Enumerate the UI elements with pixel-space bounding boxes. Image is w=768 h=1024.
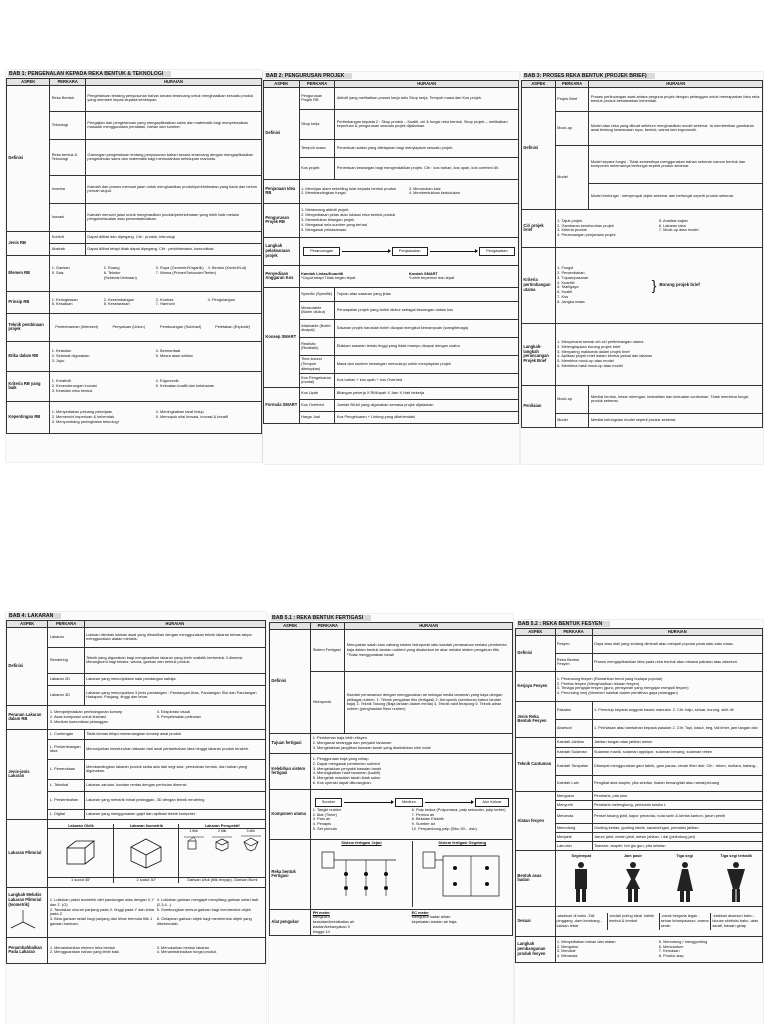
table-row: Rendering Teknik yang digunakan bagi menghasilkan lakaran yang lebih realistik berbentuk 3 dimensi. Merangkumi bagi tekstur, warna, garisan dan bentuk produk.: [7, 647, 266, 673]
hourglass-body-icon: [622, 861, 644, 903]
table-row: Teknik Cantuman Kaedah Jahitan Jahitan tangan atau jahitan mesin: [516, 737, 763, 747]
sesuai-list: -aksesori di bahu -Tali pinggang -dam kembang -lukisan lebar -kedah puting ideal -fabrik lembut & lembut -corak bergaris tegak -seluar lebar/palazzo -warna cerah -elakkan aksesori bahu -blouse skirt/sisi bahu -atas sarati, bawah gelap: [556, 913, 762, 929]
table-row: Model Menilai kefungsian model seperti produk sebenar.: [522, 413, 763, 427]
table-row: Lakaran Piktorial Lakaran Oblik Lakaran Isometrik Lakaran Perspektif 1 titik 2 titik 3 titik 1 sudut 45° 2 sudut 30° Garisan Ufuk (titik lenyap), Garisan Bumi: [7, 819, 266, 887]
table-row: L. Teknikal Lakaran zaruian, koratan rentas dengan perincian dimensi: [7, 779, 266, 791]
table-row: Menanda Pensel tukang jahit, kapur penanda, roda surih & kertas karbon, jarum peniti: [516, 809, 763, 823]
table-row: Skop kerja Pertimbangan kepada 2 : Skop produk – Kualiti, ciri & fungsi reka bentuk. Skop projek – melibatkan keperluan & pengurusan sesuatu projek dijalankan.: [264, 109, 519, 139]
table-row: Ciri projek brief 1. Tajuk projek 5. Analisis bajian 2. Gambaran keseluruhan projek 6. Lakaran idea 3. Kriteria produk 7. Mock-up atau model 4. Perancangan penjanaan projek: [522, 209, 763, 247]
triangle-body-icon: [674, 861, 696, 903]
elemen-list: 1. Garisan 2. Ruang 3. Rupa (Geometri/Organik) 4. Bentuk (Konkrit/Lut) 5. Saiz 6. Tekstur (Sebenar/Jelmaan) 7. Warna (Primer/Sekunder/Tertier): [51, 265, 247, 280]
inverted-triangle-body-icon: [725, 861, 747, 903]
oblique-cube-figure: [48, 838, 113, 868]
table-row: Definisi Lakaran Lukisan diimbas lukisan awal yang dihasilkan dengan menggunakan teknik lakaran bebas tanpa menggunakan alatan melukis.: [7, 627, 266, 647]
table-row: Definisi Sistem Fertigasi Merupakan salah satu cabang sistem hidroponik iaitu kaedah penanaman melalui pemberian baja dalam bentuk larutan nutrient yang disalurkan ke akar melalui sistem pengairan titis. *Tidak menggunakan tanah: [270, 629, 513, 671]
anggaran-list: Kaedah Lintas/Kuantiti Kaedah SMART *Caput tetapi Tidak begitu tepat *Lebih terperinci dan tepat: [301, 270, 455, 281]
table-row: Menyurih Pembaris melengkung, pembaris sesiku L: [516, 800, 763, 809]
table-row: Kepentingan RB 1. Menyediakan peluang pekerjaan 4. Meningkatkan taraf hidup 2. Memenuhi keperluan & kehendak 5. Memupuk nilai inovasi, inovasi & kreatif 3. Menyumbang peningkatan teknologi: [7, 401, 262, 433]
table-row: L. Persembahan Lakaran yang menarik minat pelanggan, 3D dengan teknik rendering: [7, 791, 266, 809]
table-row: Teknik pembinaan projek Pembenaman (Intersect) Penyatuan (Union) Pembuangan (Subtract) Peletakan (Explode): [7, 313, 262, 341]
table-row: Kaedah Lain Pengikat atas stapler, pita selofan, ikatan benang/tali atau rantai/peluang: [516, 775, 763, 791]
penjanaan-list: 1. Meninjau alam sekeliling tular kepada bentuk produk 3. Menurukan saiz 2. Membandingkan fungsi 4. Membentukkan kedudukan: [301, 185, 460, 196]
isometric-cube-figure: [113, 829, 178, 877]
sheet-bab5-1: [269, 614, 513, 1024]
table-header: ASPEK PERKARA HURAIAN: [264, 81, 519, 88]
sheet-title: BAB 4: LAKARAN: [6, 612, 266, 620]
table-row: Model berfungsi : menyerupai objek sebenar dan berfungsi seperti produk sebenar.: [522, 183, 763, 209]
brace-icon: }: [651, 277, 657, 294]
table-row: Abstrak Dapat dilihat tetapi tidak dapat dipegang. Cth : perkhidmatan, komunikasi: [7, 243, 262, 255]
body-shape-figures: [556, 859, 762, 903]
table-row: Jenis-jenis Lakaran L. Contengan Tidak kemas tetapi memenangkan konsep awal produk: [7, 729, 266, 739]
sheet-bab1: [6, 70, 262, 462]
table-row: L. Perkembangan Idea Menunjukkan keseluruhan lakaran dari awal pertambahan idea hingga lakaran produk terakhir.: [7, 739, 266, 759]
sheet-title: BAB 3: PROSES REKA BENTUK (PROJEK BRIEF): [521, 72, 763, 80]
table-row: Menjahit Jarum jahit, mesin jahit, mesin jahitan, i dal (pelindung jari): [516, 832, 763, 841]
isometrik-list: 1. Lukiskan paksi isometrik diet pandangan atas dengan X,Y dan Z. (O) 4. Lukiskan garisan mengapit menyifang garisan selari tadi. (2,3,4...) 2. Tandakan ukuran panjang pada X, tinggi pada Y dan lebar pada Z. 5. Sambungkan semua garisan bagi membentuk objek. 3. Bina garisan selari bagi panjang dan lebar bermula titik 1 garisan bantuan. 6. Gelapkan garisan objek bagi membentuk objek yang dikehendaki.: [49, 897, 260, 927]
table-row: Kaedah Sulaman Sulaman manik, sulaman applique, sulaman benang, sulaman reben: [516, 747, 763, 757]
table-row: Kriteria RB yang baik 1. Kreativiti 4. Ergonomik 2. Kecenderungan inovasi 5. Kekuatan kualiti dan ketahanan 3. Keaslian reka bentuk: [7, 371, 262, 401]
arrow-right-icon: [344, 802, 393, 803]
teknik-list: Pembenaman (Intersect) Penyatuan (Union) Pembuangan (Subtract) Peletakan (Explode): [55, 324, 251, 330]
table-row: Kriteria pertimbangan utama 1. Fungsi 2. Penambahan 3. Tujuan/pasaran 4. Kuantiti 5. Stail/gaya 6. Kualiti 7. Kos 8. Jangka masa } Borang projek brief: [522, 247, 763, 323]
table-row: Kos projek Penentuan kewangan bagi mengendalikan projek. Cth : kos bahan, kos upah, kos overhed dll.: [264, 157, 519, 179]
table-row: Kos Pengeluaran (modal) Kos bahan + kos upah + kos Overhed: [264, 373, 519, 387]
table-row: Penilaian Mock-up Menilai bentuk, besar mbengan, kestabilan dan kekuatan contiuman. Tidak membina fungsi produk sebenar.: [522, 385, 763, 413]
notes-table: [263, 80, 519, 424]
table-row: Lakaran 3D Lakaran yang menunjukkan 3 jenis pandangan : Pandangan Atas, Pandangan Sisi dan Pandangan Hadapan. Panjang, tinggi dan lebar.: [7, 685, 266, 705]
table-row: Kos Overhed Jumlah Bil-bil yang digunakan semasa projek dijalankan: [264, 399, 519, 411]
table-header: ASPEK PERKARA HURAIAN: [270, 623, 513, 630]
table-header: ASPEK PERKARA HURAIAN: [516, 629, 763, 636]
table-row: Tujuan fertigasi 1. Pemberian baja lebih efisyen 2. Mengawal serangga dan penyakit tanaman 3. Mengelakkan jangkitan bawaan tanah yang disebabkan oleh kulat: [270, 733, 513, 753]
table-row: Definisi Projek Brief Proses perlincangan awal antara perguna projek dengan pelanggan untuk memaparkan idea reka bentuk produk berdasarkan kehendak.: [522, 87, 763, 111]
sheet-title: BAB 5.1 : REKA BENTUK FERTIGASI: [269, 614, 513, 622]
sheet-bab2: [263, 72, 519, 464]
arrow-right-icon: [425, 802, 474, 803]
table-header: ASPEK PERKARA HURAIAN: [522, 81, 763, 88]
notes-table: [6, 620, 266, 964]
table-row: Mock-up Model atau reka yang dibuat sebelum menghasilkan model sebenar. Ia memberikan gambaran awal tentang kesesuaian rupa, bentuk, warna dan ergonomik.: [522, 111, 763, 145]
table-row: Jenis RB Konkrit Dapat dilihat dan dipegang. Cth : produk, teknologi: [7, 231, 262, 243]
notes-table: [6, 78, 262, 434]
table-row: Elemen RB 1. Garisan 2. Ruang 3. Rupa (Geometri/Organik) 4. Bentuk (Konkrit/Lut) 5. Saiz 6. Tekstur (Sebenar/Jelmaan) 7. Warna (Primer/Sekunder/Tertier): [7, 255, 262, 291]
table-row: Definisi Pengurusan Projek RB Aktiviti yang melibatkan proses kerja iaitu Skop kerja, Tempoh masa dan Kos projek.: [264, 87, 519, 109]
table-row: Attainable (Boleh dicapai) Sasaran projek haruslah boleh dicapai mengikut kemampuan (wang/tenaga): [264, 319, 519, 337]
table-row: Reka Bentuk Fesyen Proses mengaplikasikan idea pada reka bentuk atau mbawa pakaian atau aksesori.: [516, 653, 763, 671]
peranan-list: 1. Memperjelaskan pembangunan konsep 4. Eksplorasi visual 2. Asas komposisi untuk ilustrasi 5. Penyelesaian peiincian 3. Medium komunikasi pelanggan: [49, 709, 201, 724]
kepentingan-list: 1. Menyediakan peluang pekerjaan 4. Meningkatkan taraf hidup 2. Memenuhi keperluan & kehendak 5. Memupuk nilai inovasi, inovasi & kreatif 3. Menyumbang peningkatan teknologi: [51, 409, 228, 424]
table-row: Peranan Lakaran dalam RB 1. Memperjelaskan pembangunan konsep 4. Eksplorasi visual 2. Asas komposisi untuk ilustrasi 5. Penyelesaian peiincian 3. Medium komunikasi pelanggan: [7, 705, 266, 729]
table-row: Formula SMART Kos Upah Bilangan pekerja X RM/upah X Jam X Hari bekerja: [264, 387, 519, 399]
arrow-right-icon: [342, 251, 390, 252]
notes-table: [269, 622, 513, 936]
table-row: Pengurusan Projek RB 1. Merancang aktiviti projek 2. Menyediakan pelan atau lukisan reka bentuk produk 3. Menentukan bilangan projek 4. Mengawal sela sumber yang terhad 5. Mengawal pelaksanaan.: [264, 203, 519, 237]
table-row: Penyediaan Anggaran Kos Kaedah Lintas/Kuantiti Kaedah SMART *Caput tetapi Tidak begitu tepat *Lebih terperinci dan tepat: [264, 265, 519, 287]
table-row: Kaedah Tampalan Ditampal menggunakan gam fabrik, gam panas, cecair fiber dsb. Cth : reben, mutiara, batang...: [516, 757, 763, 775]
sheet-title: BAB 1: PENGENALAN KEPADA REKA BENTUK & TEKNOLOGI: [6, 70, 262, 78]
table-row: Langkah pelaksanaan projek Perancangan Penjadualan Pengawalan: [264, 237, 519, 265]
prinsip-list: 1. Keringkasan 2. Keseimbangan 3. Kontras 4. Pengulangan 5. Kesatuan 6. Keselarasan 7. Harmoni: [51, 296, 235, 307]
table-row: Hidroponik Kaedah penanaman dengan menggunakan air sebagai media tanaman yang kaya dengan pelbagai nutrien. 1. Teknik pengairan titis (fertigasi) 2. Aeroponik (semburan kabus larutan baja) 3. Teknik Takung (Baja larutan dalam media) 4. Teknik rakit terapung 5. Teknik aliran nutrien (penghasilan filem nutrien): [270, 671, 513, 733]
table-header: ASPEK PERKARA HURAIAN: [7, 79, 262, 86]
table-row: Kerjaya Fesyen 1. Perancang fesyen (Rumahkan trend yang budaya popular) 2. Pereka fesyen (Menghasilkan rekaan fesyen) 3. Tenaga pengajar fesyen (guru, pensyarah yang mengajar menjadi fesyen) 4. Perunding imej (Memberi nasihat dalam pemilihan gaya pelanggan): [516, 671, 763, 701]
radial-system-figure: Sistem fertigasi Jejari: [311, 841, 411, 907]
table-row: Bentuk asas badan Segiempat Jam pasir Tiga segi Tiga segi terbalik: [516, 850, 763, 906]
penambahan-list: 1. Menambahkan elemen reka bentuk 3. Menukarkan bentuk lakaran 2. Mengguarakan bahan yang lebih baik 4. Menambahbaikan fungsi produk: [49, 944, 217, 955]
sheet-bab3: [521, 72, 763, 464]
table-row: Inventsi Kaedah dan proses mencari jalan untuk menghasilkan produk/perkhidmatan yang tiada dan belum pernah wujud.: [7, 175, 262, 203]
perspective-figures: [179, 834, 265, 852]
table-row: Harga Jual Kos Pengeluaran + Untung yang dikehendaki: [264, 411, 519, 423]
ring-system-figure: Sistem fertigasi Gegelang: [412, 841, 512, 907]
table-row: Prinsip RB 1. Keringkasan 2. Keseimbangan 3. Kontras 4. Pengulangan 5. Kesatuan 6. Keselarasan 7. Harmoni: [7, 291, 262, 313]
table-row: Definisi Reka Bentuk Pengetahuan tentang penyusunan bahan secara terancang untuk menghasilkan sesuatu produk yang memberi impak kepada kehidupan.: [7, 85, 262, 111]
langkah-flow: Perancangan Penjadualan Pengawalan: [301, 246, 517, 257]
table-row: Realistic (Realistik) Elakkan sasaran terlalu tinggi yang tidak mampu dicapai dengan usaha: [264, 337, 519, 355]
table-row: Kelebihan sistem fertigasi 1. Penggunaan baja yang cekap 2. Dapat mengawal pemberian nutrient 3. Mengelakkan penyakit bawaan tanah 4. Meningkatkan hasil tanaman (kualiti) 5. Mengelak masalah tanah tidak subur 6. Kos operasi dapat dikurangkan.: [270, 753, 513, 789]
table-row: Jenis Reka Bentuk Fesyen Pakaian 1. Pemutup kepada anggota badan manusia. 2. Cth: baju, seluar, kurung, skirt dll: [516, 701, 763, 719]
komponen-flow: Sumber Medium Alur Keluar: [313, 797, 511, 808]
table-row: L. Digital Lakaran yang menggunakan gajet dan aplikasi teknik komputer: [7, 809, 266, 819]
table-row: Penambahbaikan Pada Lakaran 1. Menambahkan elemen reka bentuk 3. Menukarkan bentuk lakaran 2. Mengguarakan bahan yang lebih baik 4. Menambahbaikan fungsi produk: [7, 937, 266, 963]
sheet-title: BAB 5.2 : REKA BENTUK FESYEN: [515, 620, 763, 628]
table-row: Alat pengukur PH meter Mengukur keasidan/keealkalian air larutan/kebanyakan 0 hingga 14 EC meter Mengukur kadar aliran kepekatan larutan air baja.: [270, 909, 513, 935]
table-row: L. Penerokaan Membandingkan lakaran produk sedia ada dari segi saiz, perubahan bentuk, dan bahan yang digunakan.: [7, 759, 266, 779]
ciri-list: 1. Tajuk projek 5. Analisis bajian 2. Gambaran keseluruhan projek 6. Lakaran idea 3. Kriteria produk 7. Mock-up atau model 4. Perancangan penjanaan projek: [557, 217, 699, 238]
sheet-bab4: [6, 612, 266, 1024]
table-row: Langkah-langkah perancangan Projek Brief 1. Menyenarai semak ciri-ciri pertimbangan utama 2. Melengkapkan borang projek brief 3. Menyaring maklumat dalam projek brief 4. Aplikasi projek brief dalam bentuk jadual dan lakaran 5. Membina mock-up atau model 6. Membina hasil mock-up atau model: [522, 323, 763, 385]
komponen-list: 1. Tangki nutrien 6. Paip kedua (Polyumana, paip sekunder, paip tertier) 2. Alat (Timer) 7. Pemicu air 3. Pam air 8. Bekalan Elektrik 4. Penapis 9. Sumber air 5. Set pemula 10. Penyambung paip (Siku 90... dsb): [312, 806, 506, 832]
kriteria-list: 1. Kreativiti 4. Ergonomik 2. Kecenderungan inovasi 5. Kekuatan kualiti dan ketahanan 3. Keaslian reka bentuk: [51, 378, 215, 393]
table-row: Time-bound (Tempoh ditetapkan) Masa dan sumber kewangan mencukupi untuk menyiapkan projek: [264, 355, 519, 373]
table-row: Etika dalam RB 1. Keaslian 4. Bermanfaat 2. Selamat digunakan 5. Mesra alam sekitar 3. Jujur: [7, 341, 262, 371]
langkah-list: 1. Menyediakan bahan dan alatan 5. Memotong / menggunting 2. Mengukur 6. Mencantum 3. Mendraf 7. Kemasan 4. Menanda 8. Produk siap: [556, 938, 708, 959]
arrow-right-icon: [430, 251, 478, 252]
table-row: Measurable (Boleh diukur) Pencapaian projek yang boleh diukur sebagai kewangan dalam kos: [264, 301, 519, 319]
table-row: Aksesori 1. Perhiasan atau tambahan kepada pakaian 2. Cth: Topi, kasut, beg, tali leher, jam tangan dsb: [516, 719, 763, 737]
table-row: Alatan fesyen Mengukur Pembaris, pita ukur: [516, 791, 763, 800]
table-row: Sesuai -aksesori di bahu -Tali pinggang -dam kembang -lukisan lebar -kedah puting ideal -fabrik lembut & lembut -corak bergaris tegak -seluar lebar/palazzo -warna cerah -elakkan aksesori bahu -blouse skirt/sisi bahu -atas sarati, bawah gelap: [516, 906, 763, 936]
table-row: Komponen utama Sumber Medium Alur Keluar 1. Tangki nutrien 6. Paip kedua (Polyumana, paip sekunder, paip tertier) 2. Alat (Timer) 7. Pemicu air 3. Pam air 8. Bekalan Elektrik 4. Penapis 9. Sumber air 5. Set pemula 10. Penyambung paip (Siku 90... dsb): [270, 789, 513, 839]
notes-table: [521, 80, 763, 428]
table-row: Reka bentuk Fertigasi Sistem fertigasi Jejari Sistem fertigasi Gegelang: [270, 839, 513, 909]
table-row: Penjanaan Idea RB 1. Meninjau alam sekeliling tular kepada bentuk produk 3. Menurukan saiz 2. Membandingkan fungsi 4. Membentukkan kedudukan: [264, 179, 519, 203]
table-header: ASPEK PERKARA HURAIAN: [7, 621, 266, 628]
kriteria-list: 1. Fungsi 2. Penambahan 3. Tujuan/pasaran 4. Kuantiti 5. Stail/gaya 6. Kualiti 7. Kos 8. Jangka masa: [557, 265, 589, 304]
etika-list: 1. Keaslian 4. Bermanfaat 2. Selamat digunakan 5. Mesra alam sekitar 3. Jujur: [51, 348, 193, 363]
table-row: Langkah pembangunan produk fesyen 1. Menyediakan bahan dan alatan 5. Memotong / menggunting 2. Mengukur 6. Mencantum 3. Mendraf 7. Kemasan 4. Menanda 8. Produk siap: [516, 936, 763, 962]
alat-list: PH meter Mengukur keasidan/keealkalian air larutan/kebanyakan 0 hingga 14 EC meter Mengukur kadar aliran kepekatan larutan air baja.: [312, 909, 458, 934]
table-row: Tempoh masa Penentuan waktu yang ditetapkan bagi menyiapkan sesuatu projek.: [264, 139, 519, 157]
table-row: Teknologi Pengajian dan pengetahuan yang mengaplikasikan sains dan matematik bagi menyelesaikan masalah menggunakan peralatan, bahan dan sumber.: [7, 111, 262, 139]
sheet-title: BAB 2: PENGURUSAN PROJEK: [263, 72, 519, 80]
table-row: Inovasi Kaedah mencari jalan untuk menghasilkan produk/perkhidmatan yang lebih baik melalui pengubahsuaian atau penambahbaikan.: [7, 203, 262, 231]
table-row: Definisi Fesyen Gaya atau stail yang sedang diminati atau menjadi popular pada satu-satu masa.: [516, 635, 763, 653]
table-row: Lain-lain Tweezer, stapler, hot glu gun, pita selofan: [516, 841, 763, 850]
table-row: Langkah Melukis Lakaran Piktorial (Isometrik) 1. Lukiskan paksi isometrik diet pandangan atas dengan X,Y dan Z. (O) 4. Lukiskan garisan mengapit menyifang garisan selari tadi. (2,3,4...) 2. Tandakan ukuran panjang pada X, tinggi pada Y dan lebar pada Z. 5. Sambungkan semua garisan bagi membentuk objek. 3. Bina garisan selari bagi panjang dan lebar bermula titik 1 garisan bantuan. 6. Gelapkan garisan objek bagi membentuk objek yang dikehendaki.: [7, 887, 266, 937]
notes-table: [515, 628, 763, 963]
table-row: Lakaran 2D Lakaran yang menunjukkan satu pandangan sahaja.: [7, 673, 266, 685]
isometric-axes-figure: [8, 908, 38, 930]
sheet-bab5-2: [515, 620, 763, 1024]
rectangle-body-icon: [570, 861, 592, 903]
table-row: Konsep SMART Specific (Spesifik) Tujuan atau sasaran yang jelas: [264, 287, 519, 301]
table-row: Model Model separa fungsi : Tidak semestinya menggunakan bahan sebenar namun bentuk dan komponen sebenarnya berfungsi seperti produk sebenar.: [522, 145, 763, 183]
table-row: Memotong Gunting kertas, gunting fabrik, kaca/cringan, pemotes jahitan: [516, 823, 763, 832]
table-row: Reka bentuk & Teknologi Gabungan pengetahuan tentang penyusunan bahan secara terancang dengan mengaplikasikan pengetahuan sains dan matematik bagi memudahkan kehidupan manusia.: [7, 139, 262, 175]
